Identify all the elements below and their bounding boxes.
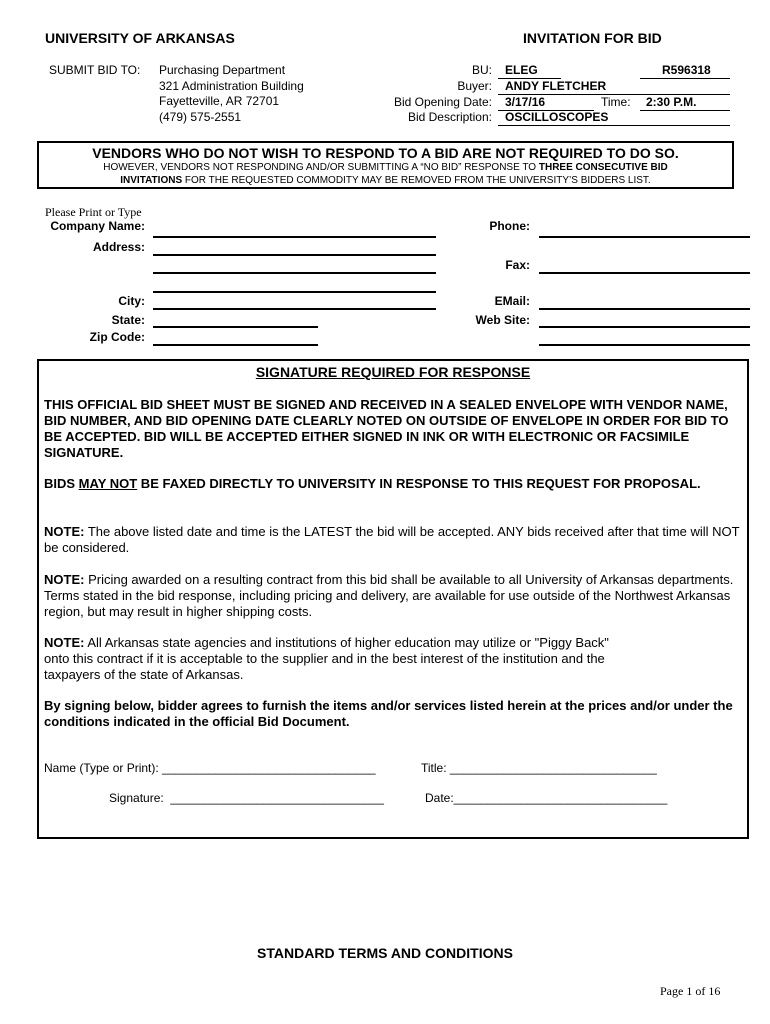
address-line: Fayetteville, AR 72701 [159, 94, 280, 108]
description-label: Bid Description: [407, 110, 492, 124]
city-field[interactable] [153, 308, 436, 310]
website-field-extra[interactable] [539, 344, 750, 346]
signature-field[interactable]: Signature: ________________________________ [109, 791, 384, 805]
bu-label: BU: [471, 63, 492, 77]
no-bid-notice [37, 141, 734, 189]
buyer-label: Buyer: [457, 79, 492, 93]
state-label: State: [111, 313, 145, 327]
fax-field[interactable] [539, 272, 750, 274]
fax-label: Fax: [505, 258, 530, 272]
print-hint: Please Print or Type [45, 205, 142, 219]
terms-title: STANDARD TERMS AND CONDITIONS [257, 945, 513, 961]
zip-code-field[interactable] [153, 344, 318, 346]
website-label: Web Site: [475, 313, 530, 327]
note-text: Pricing awarded on a resulting contract from this bid shall be available to all University of Arkansas departments. Terms stated in the bid response, including pricing and delivery, are available for use outside of the Northwest Arkansas region, but may result in higher shipping costs. [44, 572, 734, 619]
no-fax-text: BE FAXED DIRECTLY TO UNIVERSITY IN RESPONSE TO THIS REQUEST FOR PROPOSAL. [137, 476, 701, 491]
org-name: UNIVERSITY OF ARKANSAS [45, 30, 235, 46]
note-pricing [44, 572, 744, 620]
description-underline [498, 125, 730, 126]
address-line: 321 Administration Building [159, 78, 304, 93]
date-field[interactable]: Date:________________________________ [425, 791, 668, 805]
address-line: Purchasing Department [159, 63, 286, 77]
note-deadline [44, 524, 744, 556]
bid-number: R596318 [662, 63, 711, 77]
company-name-field[interactable] [153, 236, 436, 238]
description-value: OSCILLOSCOPES [505, 110, 609, 124]
note-text: The above listed date and time is the LATEST the bid will be accepted. ANY bids received after that time will NOT be considered. [44, 524, 740, 555]
address-field-2[interactable] [153, 272, 436, 274]
phone-field[interactable] [539, 236, 750, 238]
email-label: EMail: [494, 294, 530, 308]
buyer-value: ANDY FLETCHER [505, 79, 607, 93]
no-fax-text: BIDS [44, 476, 79, 491]
time-label: Time: [601, 95, 631, 109]
address-field-1[interactable] [153, 254, 436, 256]
notice-text: HOWEVER, VENDORS NOT RESPONDING AND/OR SUBMITTING A “NO BID” RESPONSE TO [103, 162, 539, 173]
opening-date-label: Bid Opening Date: [393, 95, 492, 109]
notice-line-1 [39, 162, 732, 173]
email-field[interactable] [539, 308, 750, 310]
document-title: INVITATION FOR BID [523, 30, 662, 46]
phone-label: Phone: [489, 219, 530, 233]
notice-title: VENDORS WHO DO NOT WISH TO RESPOND TO A BID ARE NOT REQUIRED TO DO SO. [92, 145, 679, 161]
time-value: 2:30 P.M. [646, 95, 697, 109]
bid-number-underline [640, 78, 730, 79]
note-label: NOTE: [44, 635, 85, 650]
title-field[interactable]: Title: _______________________________ [421, 761, 657, 775]
note-text: onto this contract if it is acceptable to the supplier and in the best interest of the institution and the [44, 651, 605, 666]
opening-date-value: 3/17/16 [505, 95, 546, 109]
address-field-3[interactable] [153, 291, 436, 293]
note-label: NOTE: [44, 572, 85, 587]
name-print-field[interactable]: Name (Type or Print): ________________________________ [44, 761, 376, 775]
note-text: taxpayers of the state of Arkansas. [44, 667, 244, 682]
agreement-paragraph: By signing below, bidder agrees to furnish the items and/or services listed herein at the prices and/or under the conditions indicated in the official Bid Document. [44, 698, 733, 729]
note-label: NOTE: [44, 524, 85, 539]
website-field[interactable] [539, 326, 750, 328]
note-text: All Arkansas state agencies and institutions of higher education may utilize or "Piggy Back" [84, 635, 609, 650]
sealed-envelope-paragraph: THIS OFFICIAL BID SHEET MUST BE SIGNED AND RECEIVED IN A SEALED ENVELOPE WITH VENDOR NAME, BID NUMBER, AND BID OPENING DATE CLEARLY NOTED ON OUTSIDE OF ENVELOPE IN ORDER FOR BID TO BE ACCEPTED. BID WILL BE ACCEPTED EITHER SIGNED IN INK OR WITH ELECTRONIC OR FACSIMILE SIGNATURE. [44, 397, 729, 460]
bu-value: ELEG [505, 63, 538, 77]
state-field[interactable] [153, 326, 318, 328]
city-label: City: [118, 294, 145, 308]
company-name-label: Company Name: [50, 219, 145, 233]
address-label: Address: [92, 240, 145, 254]
submit-bid-label: SUBMIT BID TO: [49, 63, 141, 77]
time-underline [640, 110, 730, 111]
notice-text: FOR THE REQUESTED COMMODITY MAY BE REMOVED FROM THE UNIVERSITY’S BIDDERS LIST. [182, 175, 651, 186]
no-fax-paragraph [44, 476, 744, 492]
notice-emphasis: INVITATIONS [120, 175, 183, 186]
no-fax-emphasis: MAY NOT [78, 476, 138, 491]
submit-address [159, 63, 304, 125]
zip-code-label: Zip Code: [89, 330, 145, 344]
address-line: (479) 575-2551 [159, 109, 242, 124]
notice-emphasis: THREE CONSECUTIVE BID [538, 162, 668, 173]
page-number: Page 1 of 16 [660, 984, 721, 998]
note-piggy-back [44, 635, 744, 683]
notice-line-2 [39, 175, 732, 186]
signature-title: SIGNATURE REQUIRED FOR RESPONSE [255, 364, 531, 380]
